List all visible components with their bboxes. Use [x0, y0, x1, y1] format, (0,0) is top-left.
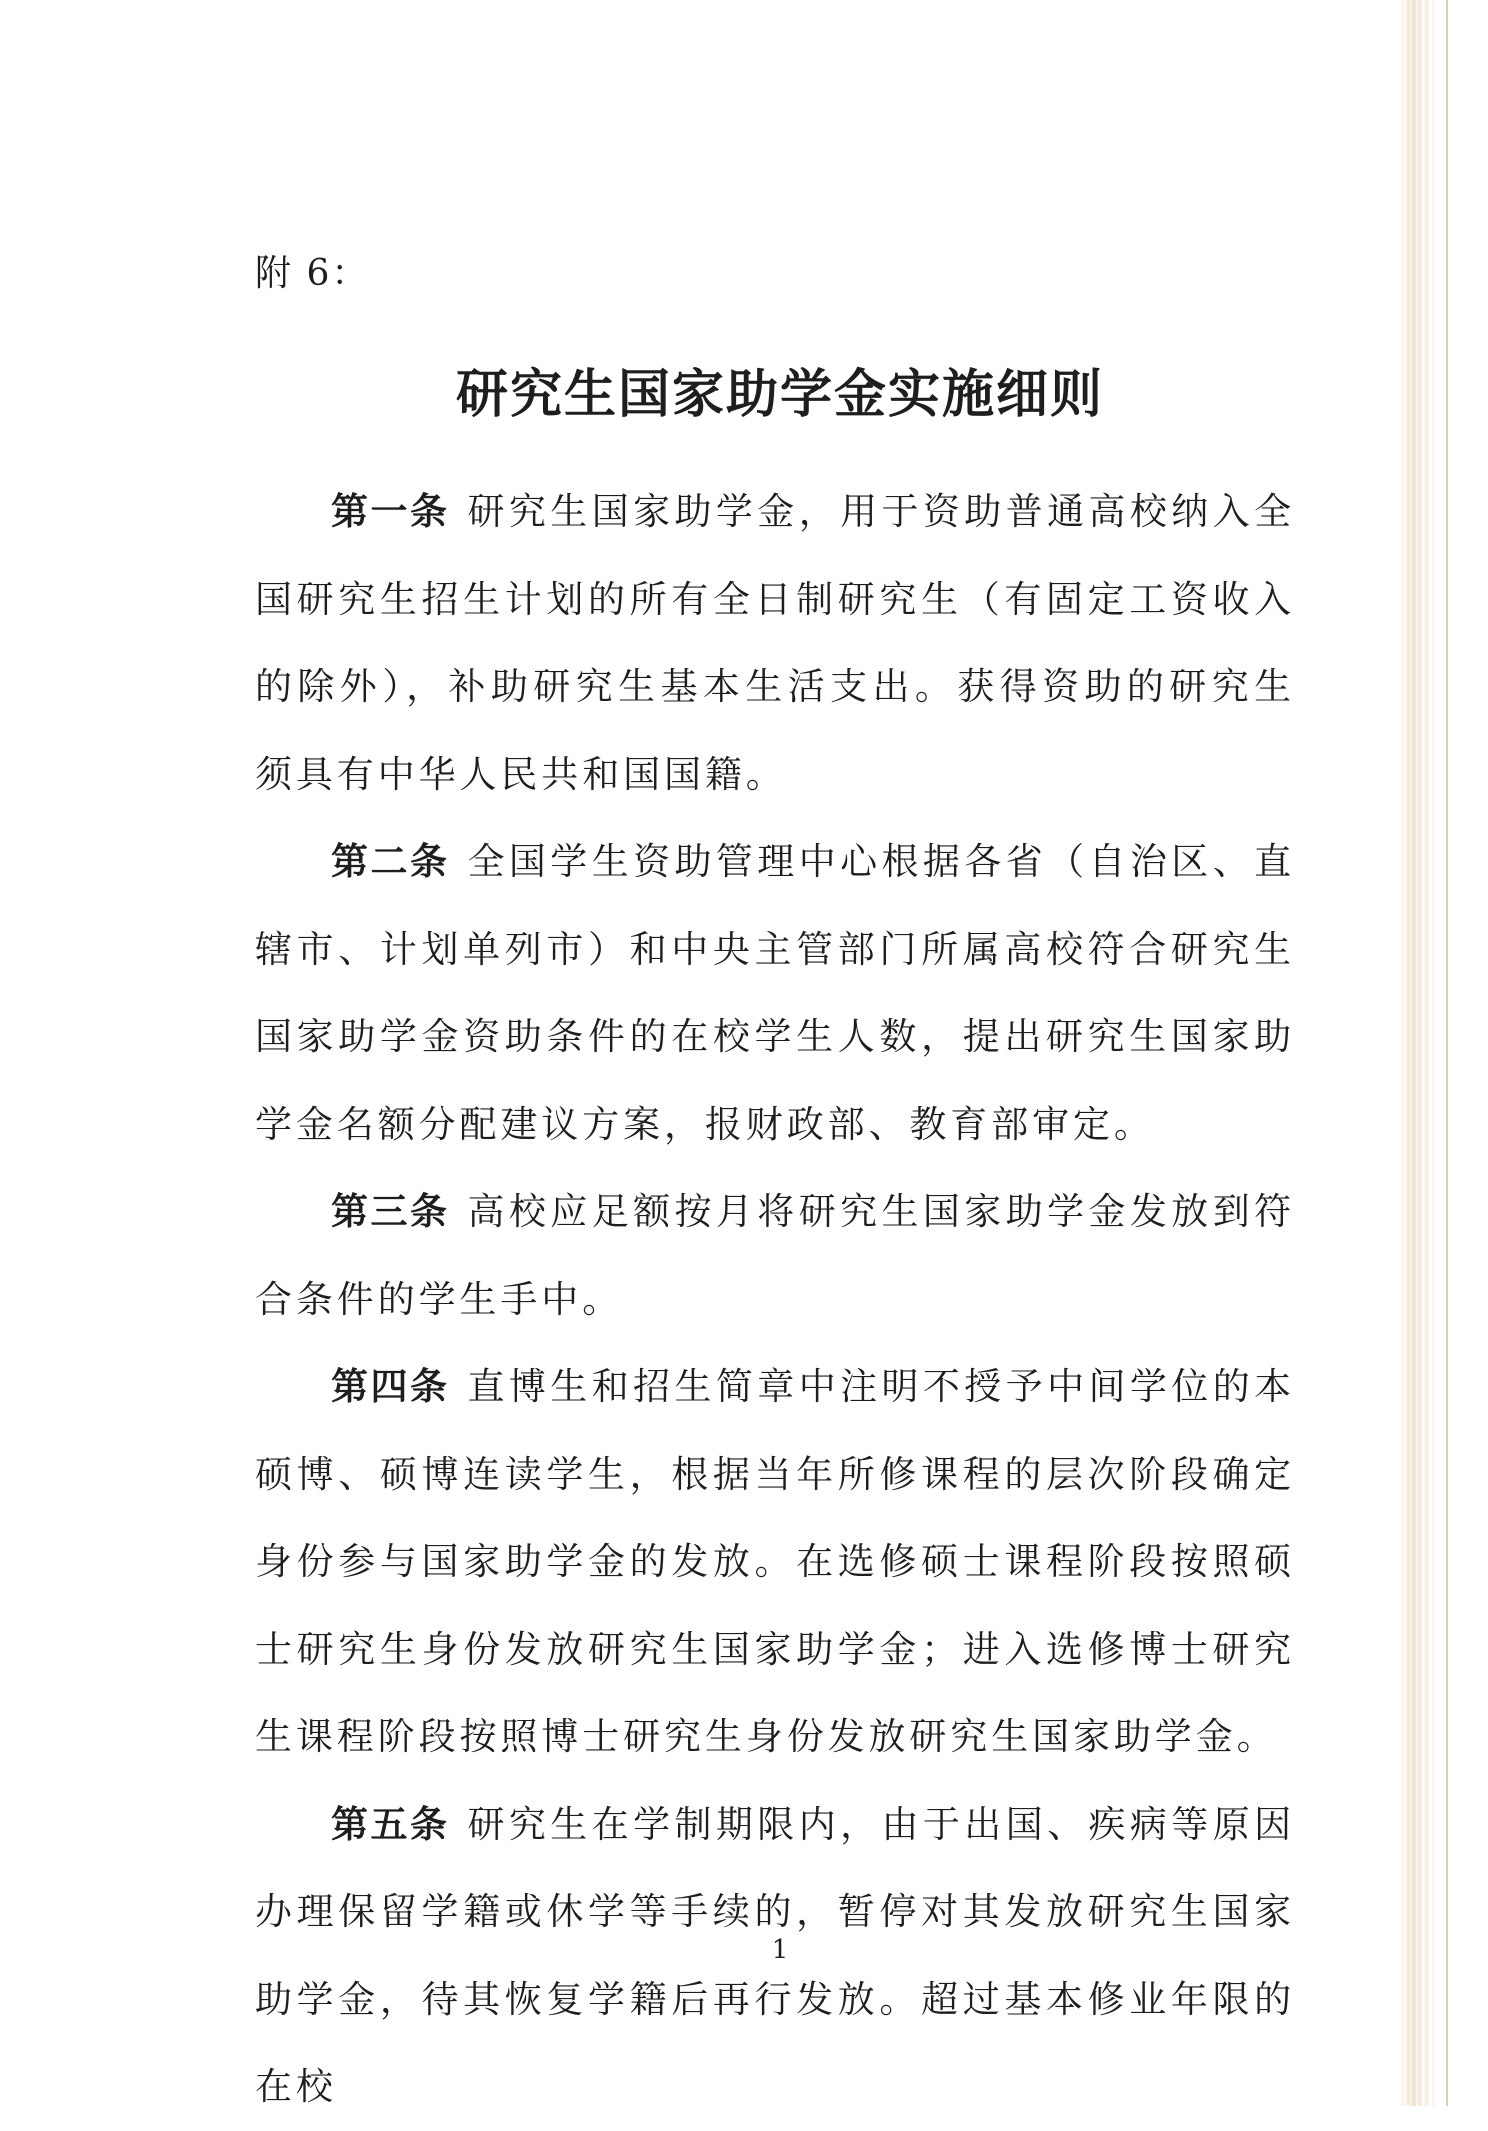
- article-text: 直博生和招生简章中注明不授予中间学位的本硕博、硕博连读学生，根据当年所修课程的层次阶段确定身份参与国家助学金的发放。在选修硕士课程阶段按照硕士研究生身份发放研究生国家助学金；进入选修博士研究生课程阶段按照博士研究生身份发放研究生国家助学金。: [255, 1365, 1295, 1758]
- scan-binding-edge: [1400, 0, 1436, 2106]
- article-2: [255, 818, 1295, 1168]
- article-text: 研究生在学制期限内，由于出国、疾病等原因办理保留学籍或休学等手续的，暂停对其发放研究生国家助学金，待其恢复学籍后再行发放。超过基本修业年限的在校: [255, 1802, 1295, 2108]
- article-text: 全国学生资助管理中心根据各省（自治区、直辖市、计划单列市）和中央主管部门所属高校符合研究生国家助学金资助条件的在校学生人数，提出研究生国家助学金名额分配建议方案，报财政部、教育部审定。: [255, 840, 1295, 1146]
- article-4: [255, 1343, 1295, 1781]
- article-text: 研究生国家助学金，用于资助普通高校纳入全国研究生招生计划的所有全日制研究生（有固定工资收入的除外），补助研究生基本生活支出。获得资助的研究生须具有中华人民共和国国籍。: [255, 490, 1295, 796]
- article-3: [255, 1168, 1295, 1343]
- article-label: 第二条: [331, 839, 450, 883]
- page-number: 1: [771, 1935, 789, 1965]
- article-label: 第五条: [331, 1801, 450, 1846]
- annex-label: 附 6：: [255, 253, 370, 294]
- article-label: 第三条: [331, 1189, 450, 1233]
- document-title: 研究生国家助学金实施细则: [455, 364, 1104, 425]
- article-1: [255, 468, 1295, 818]
- scan-edge-line: [1446, 0, 1448, 2106]
- article-label: 第一条: [331, 489, 450, 533]
- article-label: 第四条: [331, 1364, 450, 1408]
- article-text: 高校应足额按月将研究生国家助学金发放到符合条件的学生手中。: [255, 1190, 1295, 1321]
- document-body: [255, 468, 1295, 2131]
